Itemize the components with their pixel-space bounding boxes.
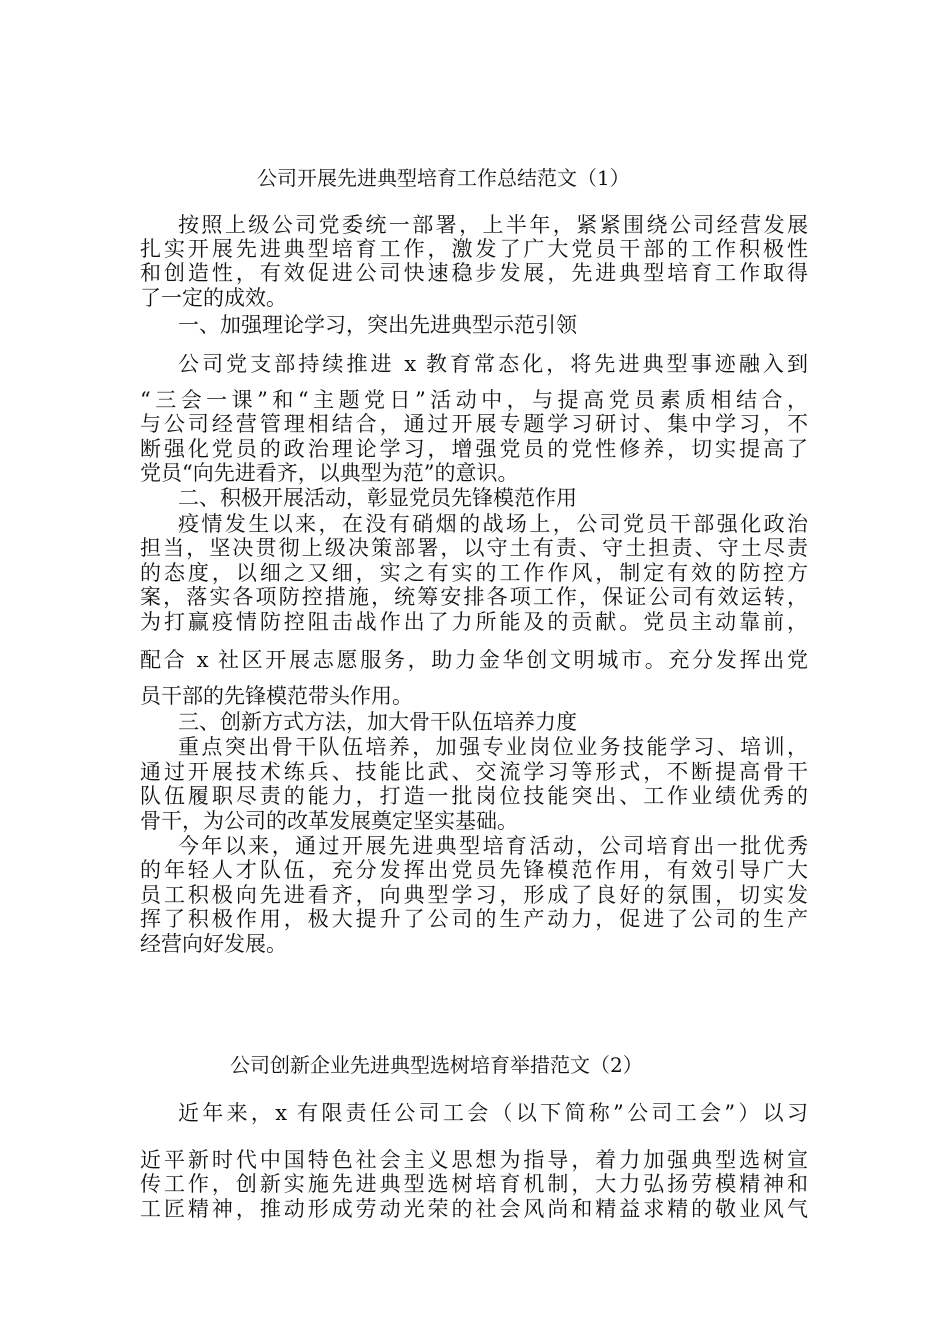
doc1-p5-line: 的年轻人才队伍，充分发挥出党员先锋模范作用，有效引导广大 — [140, 858, 808, 882]
doc2-p1-line: 传工作，创新实施先进典型选树培育机制，大力弘扬劳模精神和 — [140, 1172, 808, 1196]
doc1-p5-line: 经营向好发展。 — [140, 932, 287, 956]
doc1-heading-2: 二、积极开展活动，彰显党员先锋模范作用 — [178, 486, 577, 510]
doc1-p2-line: “三会一课”和“主题党日”活动中，与提高党员素质相结合， — [140, 388, 808, 412]
doc1-p5-line: 今年以来，通过开展先进典型培育活动，公司培育出一批优秀 — [178, 834, 808, 858]
doc2-p1-line: 近年来，x 有限责任公司工会（以下简称”公司工会”）以习 — [178, 1101, 808, 1125]
doc1-p2-line: 断强化党员的政治理论学习，增强党员的党性修养，切实提高了 — [140, 437, 808, 461]
doc1-p3-line: 担当，坚决贯彻上级决策部署，以守土有责、守土担责、守土尽责 — [140, 536, 808, 560]
doc1-p1-line: 了一定的成效。 — [140, 286, 287, 310]
doc1-p4-line: 队伍履职尽责的能力，打造一批岗位技能突出、工作业绩优秀的 — [140, 784, 808, 808]
doc1-p1-line: 按照上级公司党委统一部署，上半年，紧紧围绕公司经营发展 — [178, 213, 808, 237]
doc1-p2-line: 与公司经营管理相结合，通过开展专题学习研讨、集中学习，不 — [140, 412, 808, 436]
doc1-p2-line: 党员“向先进看齐，以典型为范”的意识。 — [140, 461, 519, 485]
doc1-p3-line: 配合 x 社区开展志愿服务，助力金华创文明城市。充分发挥出党 — [140, 648, 808, 672]
doc1-title: 公司开展先进典型培育工作总结范文（1） — [257, 166, 630, 190]
doc1-p1-line: 扎实开展先进典型培育工作，激发了广大党员干部的工作积极性 — [140, 237, 808, 261]
doc1-p3-line: 员干部的先锋模范带头作用。 — [140, 684, 413, 708]
doc2-title: 公司创新企业先进典型选树培育举措范文（2） — [230, 1053, 643, 1077]
doc1-p4-line: 通过开展技术练兵、技能比武、交流学习等形式，不断提高骨干 — [140, 760, 808, 784]
doc1-p3-line: 疫情发生以来，在没有硝烟的战场上，公司党员干部强化政治 — [178, 512, 808, 536]
doc2-p1-line: 近平新时代中国特色社会主义思想为指导，着力加强典型选树宣 — [140, 1148, 808, 1172]
doc1-p4-line: 骨干，为公司的改革发展奠定坚实基础。 — [140, 809, 518, 833]
doc1-heading-3: 三、创新方式方法，加大骨干队伍培养力度 — [178, 710, 577, 734]
doc2-p1-line: 工匠精神，推动形成劳动光荣的社会风尚和精益求精的敬业风气 — [140, 1197, 808, 1221]
doc1-p5-line: 员工积极向先进看齐，向典型学习，形成了良好的氛围，切实发 — [140, 883, 808, 907]
doc1-p2-line: 公司党支部持续推进 x 教育常态化，将先进典型事迹融入到 — [178, 352, 808, 376]
doc1-p3-line: 案，落实各项防控措施，统筹安排各项工作，保证公司有效运转， — [140, 585, 808, 609]
doc1-p4-line: 重点突出骨干队伍培养，加强专业岗位业务技能学习、培训， — [178, 735, 808, 759]
doc1-p1-line: 和创造性，有效促进公司快速稳步发展，先进典型培育工作取得 — [140, 261, 808, 285]
doc1-heading-1: 一、加强理论学习，突出先进典型示范引领 — [178, 313, 577, 337]
doc1-p3-line: 为打赢疫情防控阻击战作出了力所能及的贡献。党员主动靠前， — [140, 610, 808, 634]
doc1-p5-line: 挥了积极作用，极大提升了公司的生产动力，促进了公司的生产 — [140, 907, 808, 931]
doc1-p3-line: 的态度，以细之又细，实之有实的工作作风，制定有效的防控方 — [140, 561, 808, 585]
